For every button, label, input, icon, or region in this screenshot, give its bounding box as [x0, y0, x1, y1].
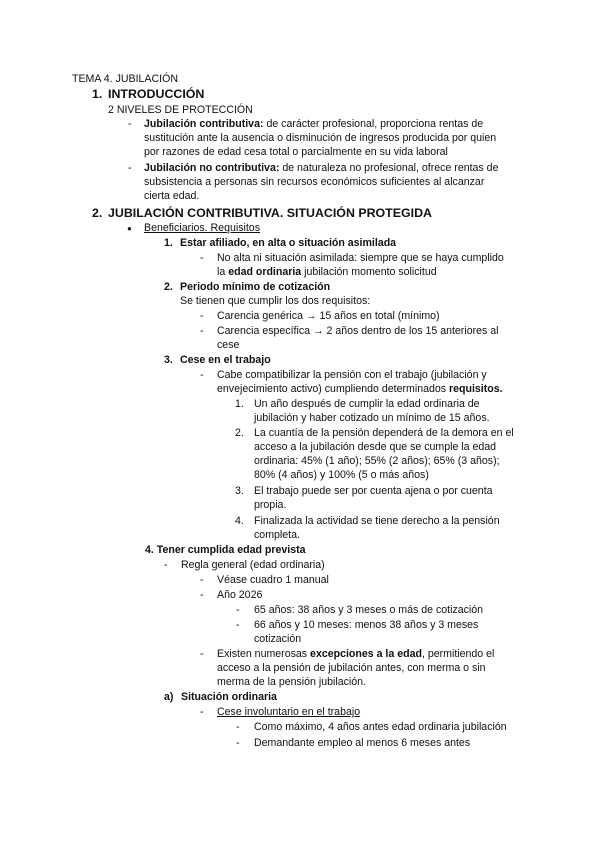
list-number-1: 1. [235, 398, 244, 410]
req-3-item-1-line-1: Un año después de cumplir la edad ordinaria de [254, 398, 480, 410]
dash-marker: - [236, 721, 240, 733]
regla-general: Regla general (edad ordinaria) [181, 559, 325, 571]
dash-marker: - [200, 325, 204, 337]
req-3-number: 3. [164, 354, 173, 366]
sub-a-label: a) [164, 691, 174, 703]
req-3-item-2-line-3: ordinaria: 45% (1 año); 55% (2 años); 65% (3 años); [254, 455, 500, 467]
no-contributiva-term: Jubilación no contributiva: [144, 162, 280, 174]
req-2-intro: Se tienen que cumplir los dos requisitos: [180, 295, 371, 307]
req-3-item-2-line-4: 80% (4 años) y 100% (5 o más años) [254, 469, 429, 481]
dash-marker: - [200, 310, 204, 322]
excepciones-line-2: acceso a la pensión de jubilación antes, con merma o sin [217, 662, 486, 674]
carencia-generica: Carencia genérica → 15 años en total (mínimo) [217, 310, 440, 322]
req-3-item-4-line-1: Finalizada la actividad se tiene derecho a la pensión [254, 515, 500, 527]
dash-marker: - [236, 604, 240, 616]
req-2-title: Periodo mínimo de cotización [180, 281, 331, 293]
req-3-line-2-pre: envejecimiento activo) cumpliendo determinados [217, 383, 450, 395]
no-contributiva-line-3: cierta edad. [144, 190, 200, 202]
vease-cuadro: Véase cuadro 1 manual [217, 574, 329, 586]
excepciones-line-3: merma de la pensión jubilación. [217, 676, 366, 688]
dash-marker: - [236, 619, 240, 631]
dash-marker: - [200, 574, 204, 586]
cese-involuntario: Cese involuntario en el trabajo [217, 706, 361, 718]
edad-ordinaria-term: edad ordinaria [228, 266, 302, 278]
no-contributiva-line-2: subsistencia a personas sin recursos económicos suficientes al alcanzar [144, 176, 485, 188]
req-1-title: Estar afiliado, en alta o situación asimilada [180, 237, 397, 249]
section-1-heading: INTRODUCCIÓN [108, 87, 205, 101]
excepciones-post: , permitiendo el [421, 648, 495, 660]
contributiva-line-3: por razones de edad cesa total o parcialmente en su vida laboral [144, 146, 448, 158]
dash-marker: - [164, 559, 168, 571]
dash-marker: - [200, 648, 204, 660]
cese-item-2: Demandante empleo al menos 6 meses antes [254, 737, 471, 749]
no-contributiva-line-1 [144, 161, 498, 175]
req-3-title: Cese en el trabajo [180, 354, 271, 366]
req-4-title: 4. Tener cumplida edad prevista [145, 544, 306, 556]
req-3-item-1-line-2: jubilación y haber cotizado un mínimo de 15 años. [254, 412, 490, 424]
section-2-number: 2. [92, 206, 103, 220]
list-number-2: 2. [235, 427, 244, 439]
bullet-marker: ● [127, 224, 132, 233]
contributiva-line-1 [144, 117, 483, 131]
req-3-item-4-line-2: completa. [254, 529, 300, 541]
req-1-line-2 [217, 265, 437, 279]
anio-2026: Año 2026 [217, 589, 263, 601]
req-3-item-2-line-1: La cuantía de la pensión dependerá de la demora en el [254, 427, 514, 439]
req-1-line-2-post: jubilación momento solicitud [301, 266, 437, 278]
req-3-line-2 [217, 382, 503, 396]
contributiva-text-1: de carácter profesional, proporciona rentas de [263, 118, 484, 130]
beneficiarios-link: Beneficiarios. Requisitos [144, 222, 260, 234]
excepciones-pre: Existen numerosas [217, 648, 311, 660]
req-2-number: 2. [164, 281, 173, 293]
edad-66-line-1: 66 años y 10 meses: menos 38 años y 3 meses [254, 619, 479, 631]
req-1-line-1: No alta ni situación asimilada: siempre que se haya cumplido [217, 252, 504, 264]
section-1-number: 1. [92, 87, 103, 101]
excepciones-line-1 [217, 647, 494, 661]
list-number-3: 3. [235, 485, 244, 497]
dash-marker: - [200, 706, 204, 718]
carencia-especifica-1: Carencia específica → 2 años dentro de los 15 anteriores al [217, 325, 499, 337]
dash-marker: - [236, 737, 240, 749]
dash-marker: - [200, 252, 204, 264]
contributiva-line-2: sustitución ante la ausencia o disminución de ingresos producida por quien [144, 132, 497, 144]
contributiva-term: Jubilación contributiva: [144, 118, 264, 130]
req-1-number: 1. [164, 237, 173, 249]
carencia-especifica-2: cese [217, 339, 240, 351]
edad-66-line-2: cotización [254, 633, 302, 645]
section-2-heading: JUBILACIÓN CONTRIBUTIVA. SITUACIÓN PROTEGIDA [108, 206, 432, 220]
req-1-line-2-pre: la [217, 266, 229, 278]
dash-marker: - [128, 118, 132, 130]
dash-marker: - [128, 162, 132, 174]
dash-marker: - [200, 369, 204, 381]
dash-marker: - [200, 589, 204, 601]
sub-a-title: Situación ordinaria [181, 691, 277, 703]
req-3-item-2-line-2: acceso a la jubilación desde que se cumple la edad [254, 441, 497, 453]
list-number-4: 4. [235, 515, 244, 527]
edad-65: 65 años: 38 años y 3 meses o más de cotización [254, 604, 484, 616]
excepciones-term: excepciones a la edad [310, 648, 422, 660]
req-3-item-3-line-1: El trabajo puede ser por cuenta ajena o por cuenta [254, 485, 493, 497]
protection-levels-subheading: 2 NIVELES DE PROTECCIÓN [108, 104, 253, 116]
no-contributiva-text-1: de naturaleza no profesional, ofrece rentas de [279, 162, 499, 174]
requisitos-term: requisitos. [449, 383, 503, 395]
cese-item-1: Como máximo, 4 años antes edad ordinaria jubilación [254, 721, 507, 733]
doc-title: TEMA 4. JUBILACIÓN [72, 73, 178, 85]
req-3-line-1: Cabe compatibilizar la pensión con el trabajo (jubilación y [217, 369, 487, 381]
req-3-item-3-line-2: propia. [254, 499, 287, 511]
